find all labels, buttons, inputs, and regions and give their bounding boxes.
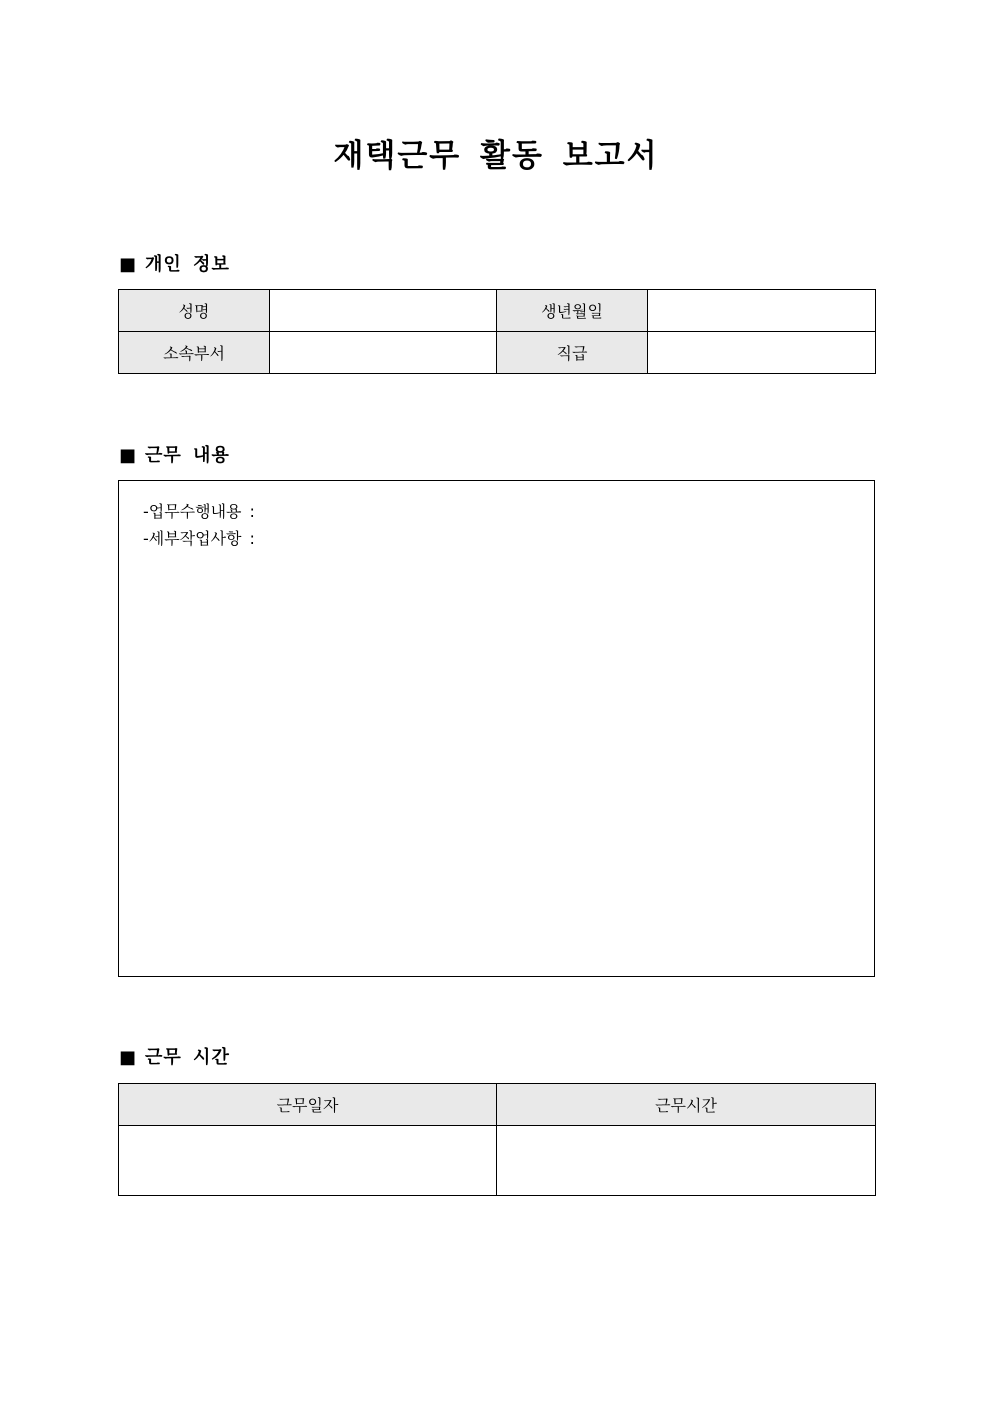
section-heading-personal-label: 개인 정보 <box>145 254 230 275</box>
table-row <box>119 1126 876 1196</box>
task-details-colon: : <box>249 529 255 548</box>
birth-date-field[interactable] <box>648 290 876 332</box>
square-bullet-icon: ■ <box>119 254 138 275</box>
square-bullet-icon: ■ <box>119 445 138 466</box>
department-field[interactable] <box>270 332 497 374</box>
work-time-header: 근무시간 <box>497 1084 876 1126</box>
work-time-field[interactable] <box>497 1126 876 1196</box>
square-bullet-icon: ■ <box>119 1047 138 1068</box>
birth-date-label: 생년월일 <box>497 290 648 332</box>
table-row <box>119 332 876 374</box>
work-date-field[interactable] <box>119 1126 497 1196</box>
section-heading-work-hours-label: 근무 시간 <box>145 1047 230 1068</box>
position-label: 직급 <box>497 332 648 374</box>
section-heading-work-content <box>119 444 230 468</box>
task-description-colon: : <box>249 502 255 521</box>
work-content-box[interactable] <box>118 480 875 977</box>
section-heading-work-content-label: 근무 내용 <box>145 445 230 466</box>
task-description-label: -업무수행내용 <box>143 502 242 521</box>
section-heading-work-hours <box>119 1046 230 1070</box>
task-details-line <box>143 528 255 550</box>
name-label: 성명 <box>119 290 270 332</box>
task-details-label: -세부작업사항 <box>143 529 242 548</box>
table-header-row <box>119 1084 876 1126</box>
task-description-line <box>143 501 255 523</box>
personal-info-table <box>118 289 876 374</box>
work-date-header: 근무일자 <box>119 1084 497 1126</box>
position-field[interactable] <box>648 332 876 374</box>
document-title: 재택근무 활동 보고서 <box>333 138 659 174</box>
work-hours-table <box>118 1083 876 1196</box>
department-label: 소속부서 <box>119 332 270 374</box>
section-heading-personal <box>119 253 230 277</box>
name-field[interactable] <box>270 290 497 332</box>
table-row <box>119 290 876 332</box>
